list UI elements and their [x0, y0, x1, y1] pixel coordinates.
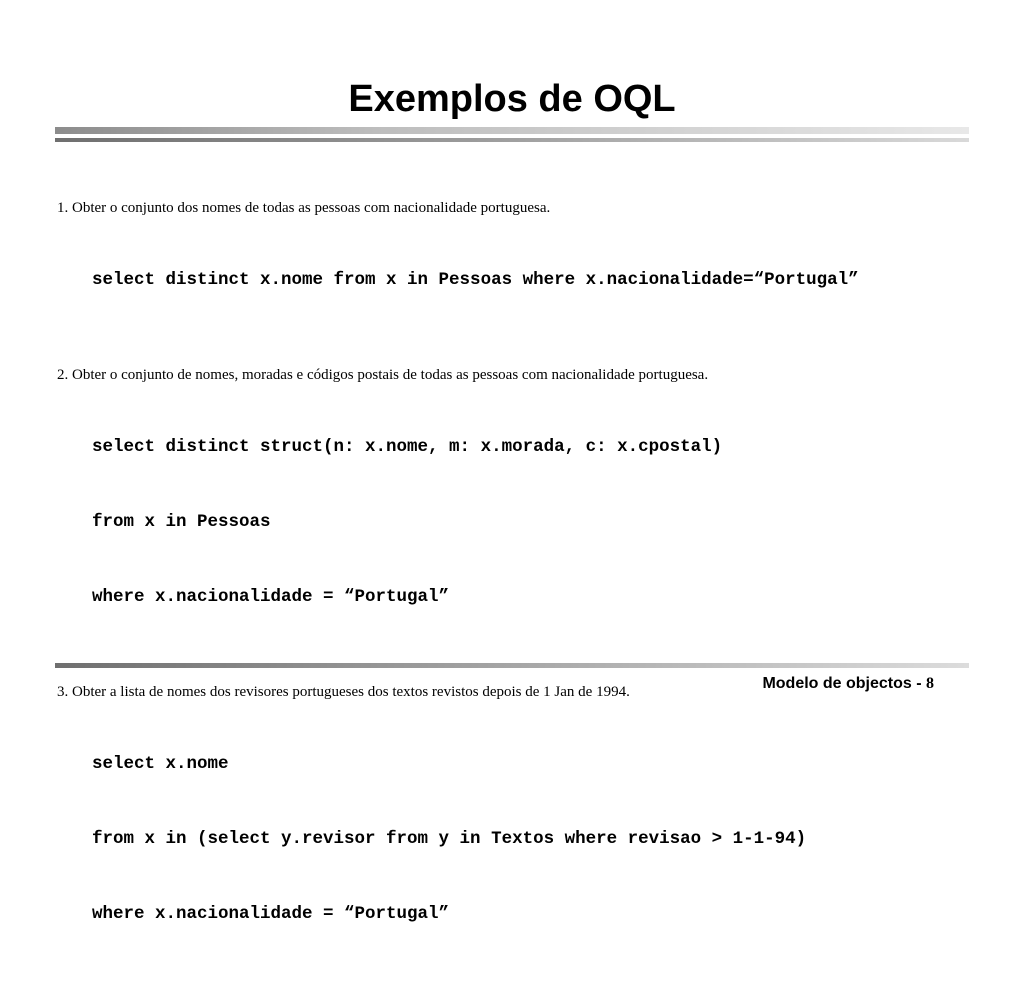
example-description: 2. Obter o conjunto de nomes, moradas e códigos postais de todas as pessoas com nacionalidade portuguesa. [57, 367, 709, 383]
example-1 [57, 198, 1007, 343]
code-line: where x.nacionalidade = “Portugal” [92, 904, 450, 924]
oql-code-block [92, 385, 1007, 660]
slide-content [57, 198, 1007, 999]
oql-code-block [92, 702, 1007, 977]
slide-footer [762, 673, 934, 695]
oql-code-block [92, 218, 1007, 343]
title-divider-dark [55, 138, 969, 142]
footer-divider [55, 663, 969, 668]
code-line: select distinct struct(n: x.nome, m: x.morada, c: x.cpostal) [92, 437, 723, 457]
page-number: 8 [926, 675, 934, 692]
code-line: from x in Pessoas [92, 512, 271, 532]
example-description: 1. Obter o conjunto dos nomes de todas as pessoas com nacionalidade portuguesa. [57, 200, 551, 216]
example-3 [57, 682, 1007, 977]
code-line: from x in (select y.revisor from y in Textos where revisao > 1-1-94) [92, 829, 807, 849]
example-description: 3. Obter a lista de nomes dos revisores portugueses dos textos revistos depois de 1 Jan de 1994. [57, 684, 630, 700]
title-divider-light [55, 127, 969, 134]
code-line: select distinct x.nome from x in Pessoas where x.nacionalidade=“Portugal” [92, 270, 859, 290]
code-line: where x.nacionalidade = “Portugal” [92, 587, 450, 607]
code-line: select x.nome [92, 754, 229, 774]
example-2 [57, 365, 1007, 660]
footer-label: Modelo de objectos - [762, 675, 926, 692]
slide-title: Exemplos de OQL [348, 78, 676, 120]
